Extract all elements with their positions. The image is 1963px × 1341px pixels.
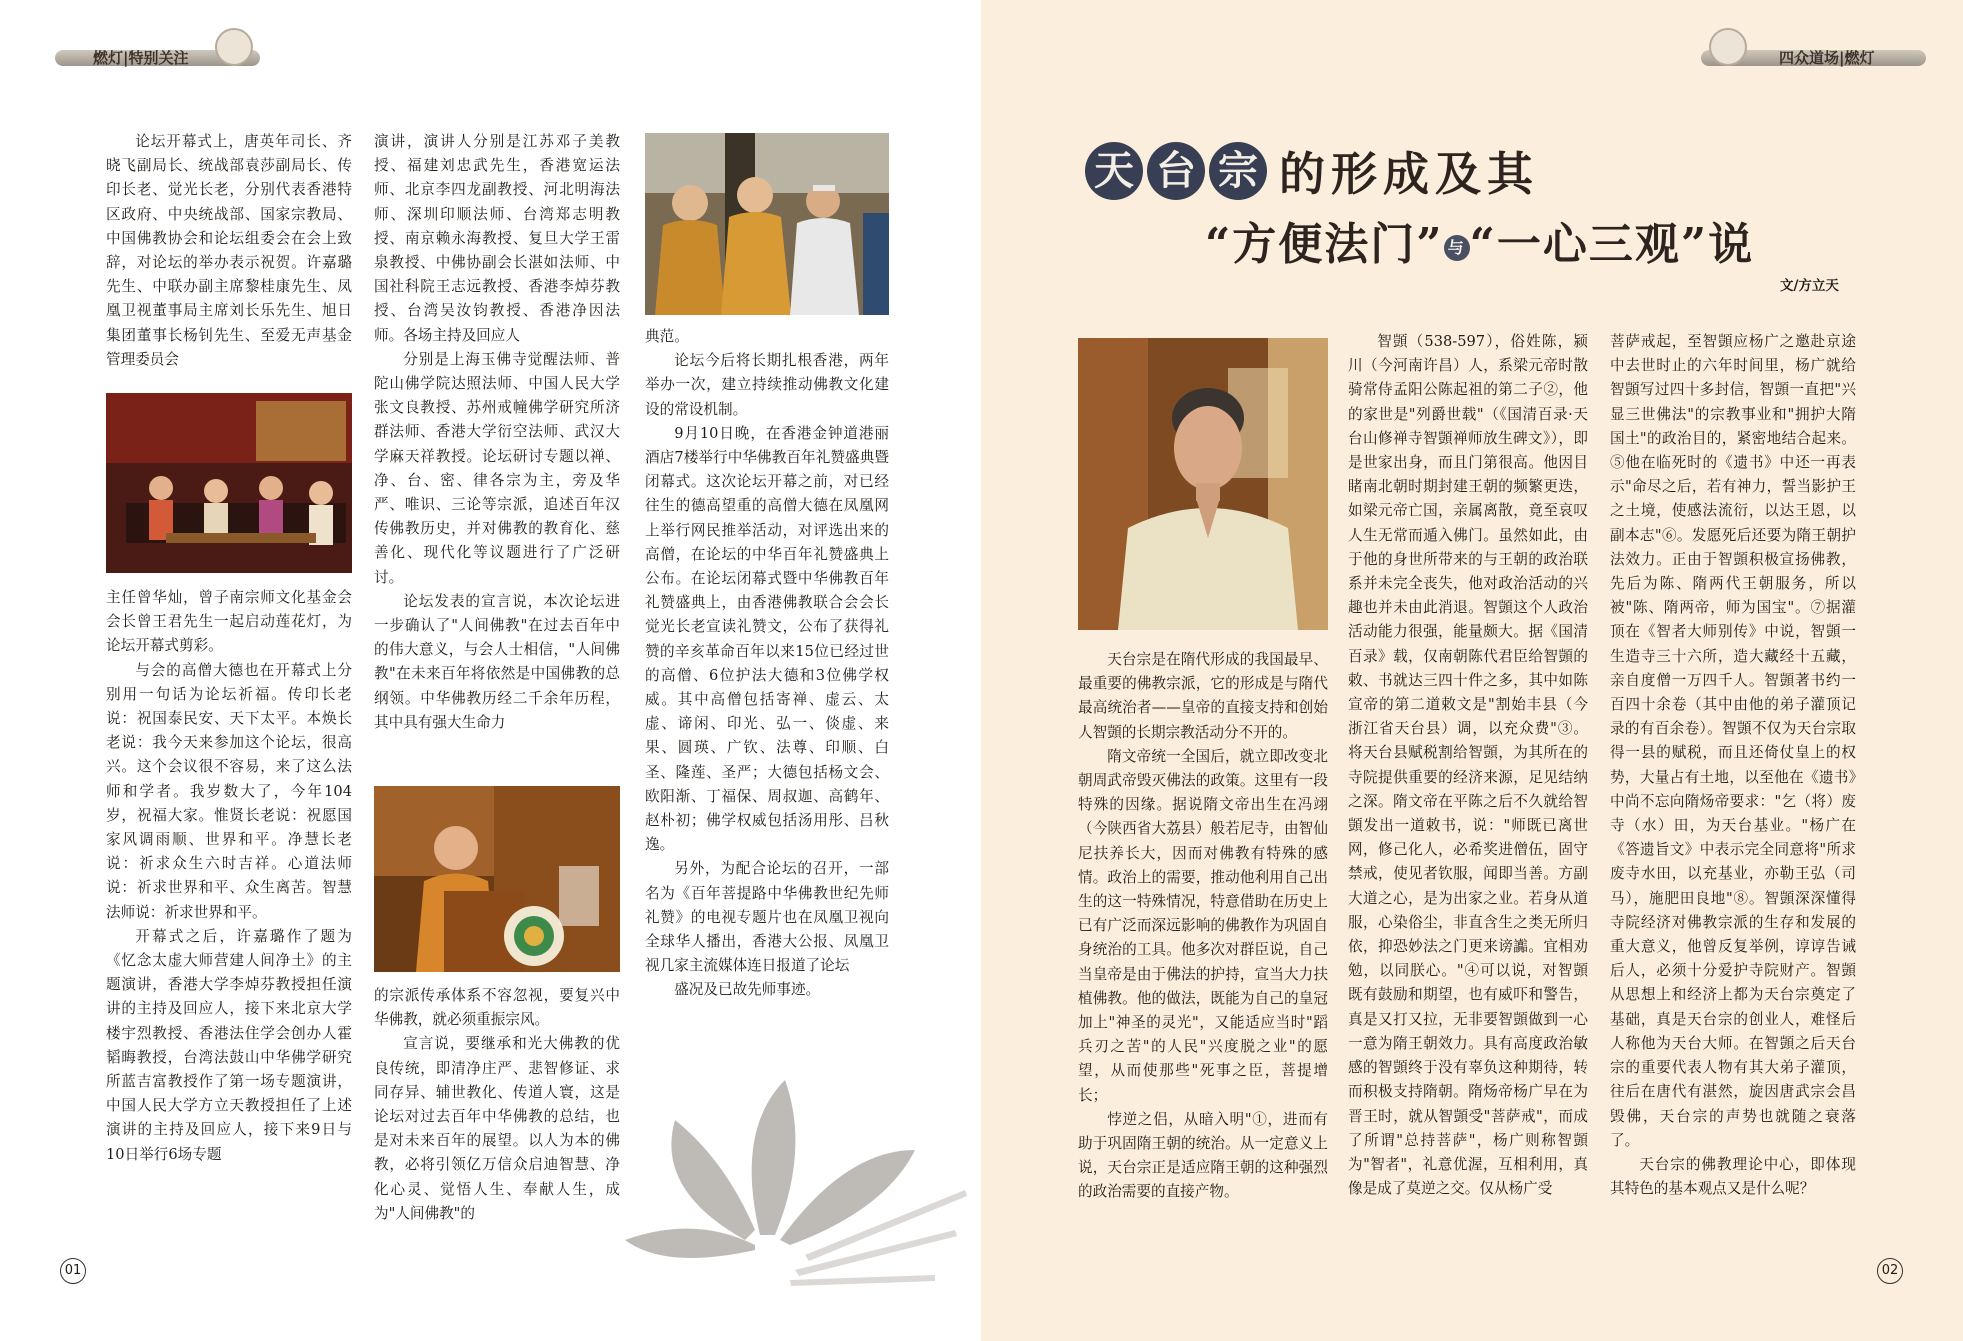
title-part-b: “一心三观”说: [1469, 219, 1755, 270]
left-col1-bottom: [106, 586, 352, 1167]
left-col1-top: [106, 130, 352, 372]
paragraph: 宣言说，要继承和光大佛教的优良传统，即清净庄严、悲智修证、求同存异、辅世教化、传道人寰，这是论坛对过去百年中华佛教的总结，也是对未来百年的展望。以人为本的佛教，必将引领亿万信众启迪智慧、净化心灵、觉悟人生、奉献人生，成为"人间佛教"的: [374, 1035, 620, 1222]
lotus-icon: [1709, 28, 1747, 66]
paragraph: 论坛开幕式上，唐英年司长、齐晓飞副局长、统战部袁莎副局长、传印长老、觉光长老，分别代表香港特区政府、中央统战部、国家宗教局、中国佛教协会和论坛组委会在会上致辞，对论坛的举办表示祝贺。许嘉璐先生、中联办副主席黎桂康先生、凤凰卫视董事局主席刘长乐先生、旭日集团董事长杨钊先生、至爱无声基金管理委员会: [106, 133, 352, 368]
paragraph: 智顗（538-597），俗姓陈，颍川（今河南许昌）人，系梁元帝时散骑常侍孟阳公陈起祖的第二子②，他的家世是"列爵世载"（《国清百录·天台山修禅寺智顗禅师放生碑文》），即是世家出身，而且门第很高。他因目睹南北朝时期封建王朝的频繁更迭，如梁元帝亡国，亲属离散，竟至哀叹人生无常而遁入佛门。虽然如此，由于他的身世所带来的与王朝的政治联系并未完全丧失，他对政治活动的兴趣也并未由此消退。智顗这个人政治活动能力很强，能量颇大。据《国清百录》载，仅南朝陈代君臣给智顗的敕、书就达三四十件之多，其中如陈宣帝的第二道敕文是"割始丰县（今浙江省天台县）调，以充众费"③。将天台县赋税割给智顗，为其所在的寺院提供重要的经济来源，足见结纳之深。隋文帝在平陈之后不久就给智顗发出一道敕书，说："师既已离世网，修己化人，必希奖进僧伍，固守禁戒，使见者钦服，闻即当善。方副大道之心，是为出家之业。若身从道服，心染俗尘，非直含生之类无所归依，抑恐妙法之门更来谤讟。宜相劝勉，以同朕心。"④可以说，对智顗既有鼓励和期望，也有威吓和警告，真是又打又拉，无非要智顗做到一心一意为隋王朝效力。具有高度政治敏感的智顗终于没有辜负这种期待，转而积极支持隋朝。隋炀帝杨广早在为晋王时，就从智顗受"菩萨戒"，而成了所谓"总持菩萨"，杨广则称智顗为"智者"，礼意优渥，互相利用，真像是成了莫逆之交。仅从杨广受: [1348, 333, 1588, 1198]
photo-musicians: [106, 393, 352, 573]
title-line1-rest: 的形成及其: [1279, 147, 1539, 201]
left-col3: [645, 325, 889, 1003]
paragraph: 天台宗是在隋代形成的我国最早、最重要的佛教宗派，它的形成是与隋代最高统治者——皇帝的直接支持和创始人智顗的长期宗教活动分不开的。: [1078, 651, 1328, 741]
photo-monk-speaker-image: [374, 786, 620, 972]
title-line2: [1205, 208, 1754, 272]
paragraph: 与会的高僧大德也在开幕式上分别用一句话为论坛祈福。传印长老说：祝国泰民安、天下太平。本焕长老说：我今天来参加这个论坛，很高兴。这个会议很不容易，来了这么法师和学者。我岁数大了，今年104岁，祝福大家。惟贤长老说：祝愿国家风调雨顺、世界和平。净慧长老说：祈求众生六时吉祥。心道法师说：祈求世界和平、众生离苦。智慧法师说：祈求世界和平。: [106, 661, 352, 921]
photo-author-portrait: [1078, 338, 1328, 630]
title-yu-disc: 与: [1444, 235, 1470, 261]
title-part-a: “方便法门”: [1205, 219, 1444, 270]
photo-monks-group: [645, 133, 889, 315]
right-col2: [1348, 330, 1588, 1201]
page-number: 01: [60, 1258, 86, 1284]
left-header: [55, 44, 265, 74]
decorative-flower: [595, 1040, 975, 1290]
photo-author-portrait-image: [1078, 338, 1328, 630]
paragraph: 分别是上海玉佛寺觉醒法师、普陀山佛学院达照法师、中国人民大学张文良教授、苏州戒幢佛学研究所济群法师、香港大学衍空法师、武汉大学麻天祥教授。论坛研讨专题以禅、净、台、密、律各宗为主，旁及华严、唯识、三论等宗派，追述百年汉传佛教历史，并对佛教的教育化、慈善化、现代化等议题进行了广泛研讨。: [374, 350, 620, 586]
right-header-text: 四众道场|燃灯: [1779, 49, 1875, 67]
title-line1: [1085, 138, 1539, 201]
paragraph: 的宗派传承体系不容忽视，要复兴中华佛教，就必须重振宗风。: [374, 987, 620, 1029]
paragraph: 9月10日晚，在香港金钟道港丽酒店7楼举行中华佛教百年礼赞盛典暨闭幕式。这次论坛开幕之前，对已经往生的德高望重的高僧大德在凤凰网上举行网民推举活动，对评选出来的高僧，在论坛的中华百年礼赞盛典上公布。在论坛闭幕式暨中华佛教百年礼赞盛典上，由香港佛教联合会会长觉光长老宣读礼赞文，公布了获得礼赞的辛亥革命百年以来15位已经过世的高僧、6位护法大德和3位佛学权威。其中高僧包括寄禅、虚云、太虚、谛闲、印光、弘一、倓虚、来果、圆瑛、广钦、法尊、印顺、白圣、隆莲、圣严；大德包括杨文会、欧阳渐、丁福保、周叔迦、高鹤年、赵朴初；佛学权威包括汤用彤、吕秋逸。: [645, 424, 889, 854]
paragraph: 开幕式之后，许嘉璐作了题为《忆念太虚大师营建人间净土》的主题演讲，香港大学李焯芬教授担任演讲的主持及回应人，接下来北京大学楼宇烈教授、香港法住学会创办人霍韬晦教授，台湾法鼓山中华佛学研究所蓝吉富教授作了第一场专题演讲，中国人民大学方立天教授担任了上述演讲的主持及回应人，接下来9日与10日举行6场专题: [106, 927, 352, 1163]
left-col2-top: [374, 130, 620, 735]
paragraph: 悖逆之侣，从暗入明"①，进而有助于巩固隋王朝的统治。从一定意义上说，天台宗正是适应隋王朝的这种强烈的政治需要的直接产物。: [1078, 1110, 1328, 1201]
paragraph: 盛况及已故先师事迹。: [674, 981, 821, 999]
title-char-disc: 宗: [1209, 142, 1267, 200]
paragraph: 隋文帝统一全国后，就立即改变北朝周武帝毁灭佛法的政策。这里有一段特殊的因缘。据说隋文帝出生在冯翊（今陕西省大荔县）般若尼寺，由智仙尼扶养长大，因而对佛教有特殊的感情。政治上的需要，推动他利用自己出生的这一特殊情况，特意借助在历史上已有广泛而深远影响的佛教作为巩固自身统治的工具。他多次对群臣说，自己当皇帝是由于佛法的护持，宣当大力扶植佛教。他的做法，既能为自己的皇冠加上"神圣的灵光"，又能适应当时"蹈兵刃之苦"的人民"兴度脱之业"的愿望，从而使那些"死事之臣，菩提增长；: [1078, 747, 1328, 1104]
photo-musicians-image: [106, 393, 352, 573]
paragraph: 另外，为配合论坛的召开，一部名为《百年菩提路中华佛教世纪先师礼赞》的电视专题片也在凤凰卫视向全球华人播出，香港大公报、凤凰卫视几家主流媒体连日报道了论坛: [645, 860, 889, 975]
paragraph: 论坛发表的宣言说，本次论坛进一步确认了"人间佛教"在过去百年中的伟大意义，与会人士相信，"人间佛教"在未来百年将依然是中国佛教的总纲领。中华佛教历经二千余年历程，其中具有强大生命力: [374, 592, 620, 731]
left-header-text: 燃灯|特别关注: [93, 49, 189, 67]
title-char-disc: 天: [1085, 142, 1143, 200]
paragraph: 典范。: [645, 328, 689, 345]
left-col2-bottom: [374, 984, 620, 1226]
page-number: 02: [1877, 1258, 1903, 1284]
paragraph: 论坛今后将长期扎根香港，两年举办一次，建立持续推动佛教文化建设的常设机制。: [645, 352, 889, 418]
right-col1: [1078, 648, 1328, 1205]
right-header: [1701, 44, 1931, 74]
paragraph: 天台宗的佛教理论中心，即体现其特色的基本观点又是什么呢？: [1610, 1155, 1856, 1198]
paragraph: 主任曾华灿，曾子南宗师文化基金会会长曾王君先生一起启动莲花灯，为论坛开幕式剪彩。: [106, 589, 352, 655]
right-col3: [1610, 330, 1856, 1201]
left-page: [0, 0, 981, 1341]
title-char-disc: 台: [1147, 142, 1205, 200]
photo-monks-group-image: [645, 133, 889, 315]
paragraph: 演讲，演讲人分别是江苏邓子美教授、福建刘忠武先生，香港宽运法师、北京李四龙副教授、河北明海法师、深圳印顺法师、台湾郑志明教授、南京赖永海教授、复旦大学王雷泉教授、中佛协副会长湛如法师、中国社科院王志远教授、香港李焯芬教授、台湾吴汝钧教授、香港净因法师。各场主持及回应人: [374, 133, 620, 344]
paragraph: 菩萨戒起，至智顗应杨广之邀赴京途中去世时止的六年时间里，杨广就给智顗写过四十多封信，智顗一直把"兴显三世佛法"的宗教事业和"拥护大隋国土"的政治目的，紧密地结合起来。⑤他在临死时的《遗书》中还一再表示"命尽之后，若有神力，誓当影护王之土境，使感法流衍，以达王恩，以副本志"⑥。发愿死后还要为隋王朝护法效力。正由于智顗积极宣扬佛教，先后为陈、隋两代王朝服务，所以被"陈、隋两帝，师为国宝"。⑦据灌顶在《智者大师别传》中说，智顗一生造寺三十六所，造大藏经十五藏，亲自度僧一万四千人。智顗著书约一百四十余卷（其中由他的弟子灌顶记录的有百余卷）。智顗不仅为天台宗取得一县的赋税，而且还倚仗皇上的权势，大量占有土地，以至他在《遗书》中尚不忘向隋炀帝要求："乞（将）废寺（水）田，为天台基业。"杨广在《答遗旨文》中表示完全同意将"所求废寺水田，以充基业，亦勒王弘（司马），施肥田良地"⑧。智顗深深懂得寺院经济对佛教宗派的生存和发展的重大意义，他曾反复举例，谆谆告诫后人，必须十分爱护寺院财产。智顗从思想上和经济上都为天台宗奠定了基础，真是天台宗的创业人，难怪后人称他为天台大师。在智顗之后天台宗的重要代表人物有其大弟子灌顶，往后在唐代有湛然，旋因唐武宗会昌毁佛，天台宗的声势也就随之衰落了。: [1610, 333, 1856, 1149]
photo-monk-speaker: [374, 786, 620, 972]
lotus-icon: [215, 28, 253, 66]
author-byline: 文/方立天: [1780, 278, 1839, 294]
